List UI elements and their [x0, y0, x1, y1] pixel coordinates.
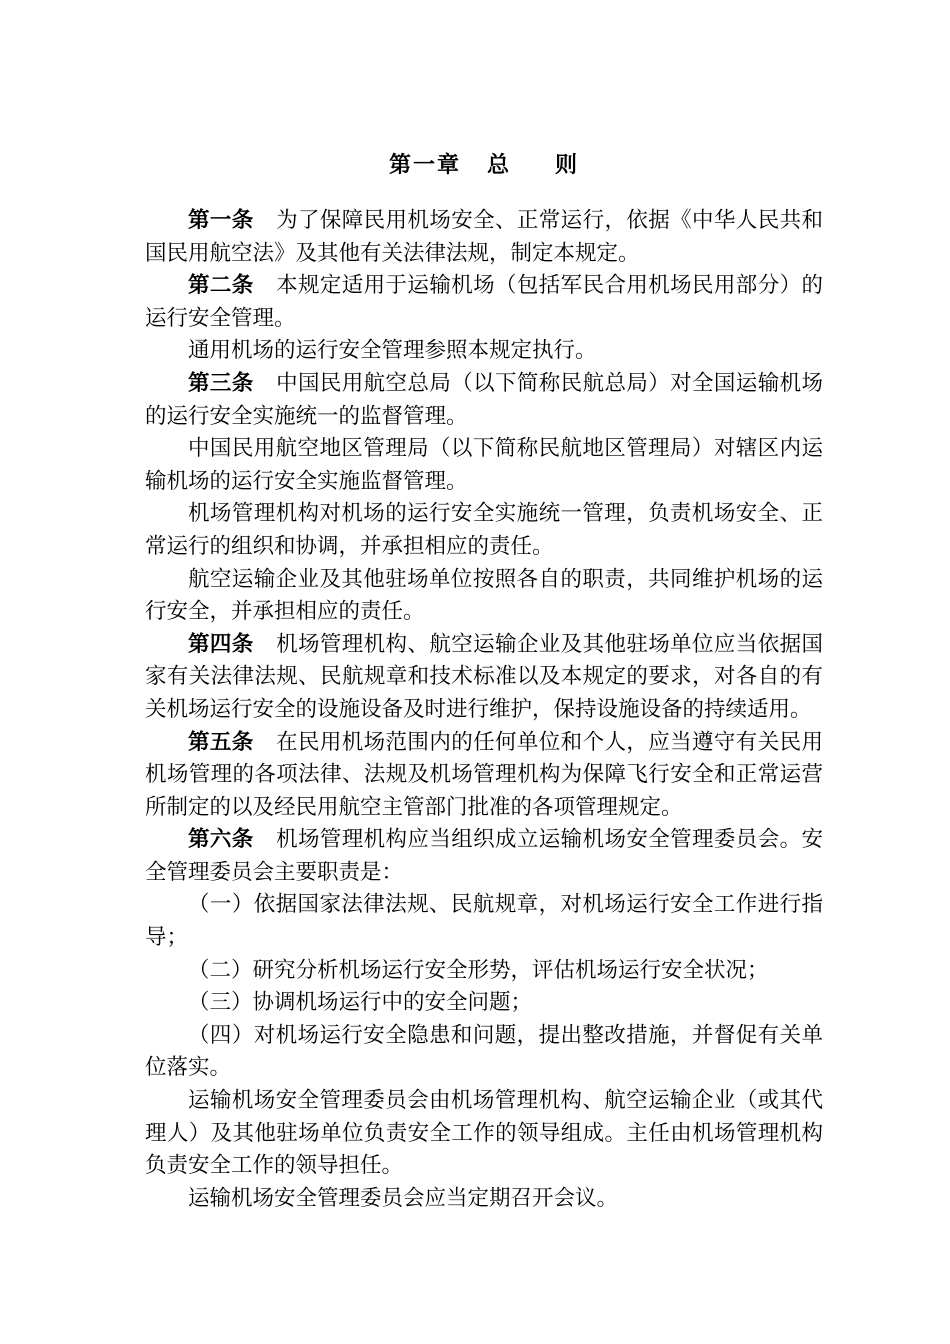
paragraph-text: 在民用机场范围内的任何单位和个人，应当遵守有关民用机场管理的各项法律、法规及机场管理机构为保障飞行安全和正常运营所制定的以及经民用航空主管部门批准的各项管理规定。 — [145, 729, 823, 820]
article-1-paragraph — [145, 205, 823, 270]
paragraph — [145, 433, 823, 498]
paragraph-text: 通用机场的运行安全管理参照本规定执行。 — [188, 338, 597, 364]
paragraph-text: 机场管理机构应当组织成立运输机场安全管理委员会。安全管理委员会主要职责是： — [145, 827, 823, 885]
paragraph-text: （四）对机场运行安全隐患和问题，提出整改措施，并督促有关单位落实。 — [145, 1022, 823, 1081]
article-3-paragraph — [145, 368, 823, 433]
paragraph — [145, 1085, 823, 1183]
list-item — [145, 889, 823, 954]
paragraph-text: 中国民用航空总局（以下简称民航总局）对全国运输机场的运行安全实施统一的监督管理。 — [145, 370, 823, 429]
article-label: 第一条 — [188, 208, 254, 233]
paragraph — [145, 335, 823, 368]
chapter-title-word-2: 则 — [555, 152, 580, 178]
paragraph-text: （一）依据国家法律法规、民航规章，对机场运行安全工作进行指导； — [145, 892, 823, 951]
paragraph-text: 中国民用航空地区管理局（以下简称民航地区管理局）对辖区内运输机场的运行安全实施监督管理。 — [145, 436, 823, 494]
article-4-paragraph — [145, 629, 823, 727]
paragraph-text: 机场管理机构、航空运输企业及其他驻场单位应当依据国家有关法律法规、民航规章和技术标准以及本规定的要求，对各自的有关机场运行安全的设施设备及时进行维护，保持设施设备的持续适用。 — [145, 631, 823, 722]
list-item — [145, 987, 823, 1020]
paragraph — [145, 564, 823, 629]
paragraph-text: 本规定适用于运输机场（包括军民合用机场民用部分）的运行安全管理。 — [145, 273, 823, 331]
article-label: 第六条 — [188, 827, 254, 853]
paragraph-text: 航空运输企业及其他驻场单位按照各自的职责，共同维护机场的运行安全，并承担相应的责任。 — [145, 566, 823, 625]
article-label: 第三条 — [188, 370, 254, 396]
paragraph-text: 为了保障民用机场安全、正常运行，依据《中华人民共和国民用航空法》及其他有关法律法规，制定本规定。 — [145, 208, 823, 266]
article-5-paragraph — [145, 727, 823, 825]
document-page — [145, 145, 823, 1215]
article-6-paragraph — [145, 824, 823, 889]
article-label: 第二条 — [188, 273, 254, 299]
chapter-title-word-1: 总 — [486, 152, 511, 178]
paragraph-text: 机场管理机构对机场的运行安全实施统一管理，负责机场安全、正常运行的组织和协调，并承担相应的责任。 — [145, 501, 823, 559]
chapter-title-number: 第一章 — [388, 152, 461, 178]
list-item — [145, 955, 823, 988]
paragraph-text: （三）协调机场运行中的安全问题； — [188, 990, 533, 1016]
paragraph — [145, 498, 823, 563]
article-label: 第五条 — [188, 729, 254, 755]
paragraph-text: 运输机场安全管理委员会应当定期召开会议。 — [188, 1185, 619, 1211]
paragraph-text: （二）研究分析机场运行安全形势，评估机场运行安全状况； — [188, 957, 769, 983]
chapter-title — [145, 145, 823, 185]
article-body — [145, 205, 823, 1215]
article-2-paragraph — [145, 270, 823, 335]
paragraph-text: 运输机场安全管理委员会由机场管理机构、航空运输企业（或其代理人）及其他驻场单位负责安全工作的领导组成。主任由机场管理机构负责安全工作的领导担任。 — [145, 1088, 823, 1179]
article-label: 第四条 — [188, 631, 254, 657]
paragraph — [145, 1183, 823, 1216]
list-item — [145, 1020, 823, 1085]
